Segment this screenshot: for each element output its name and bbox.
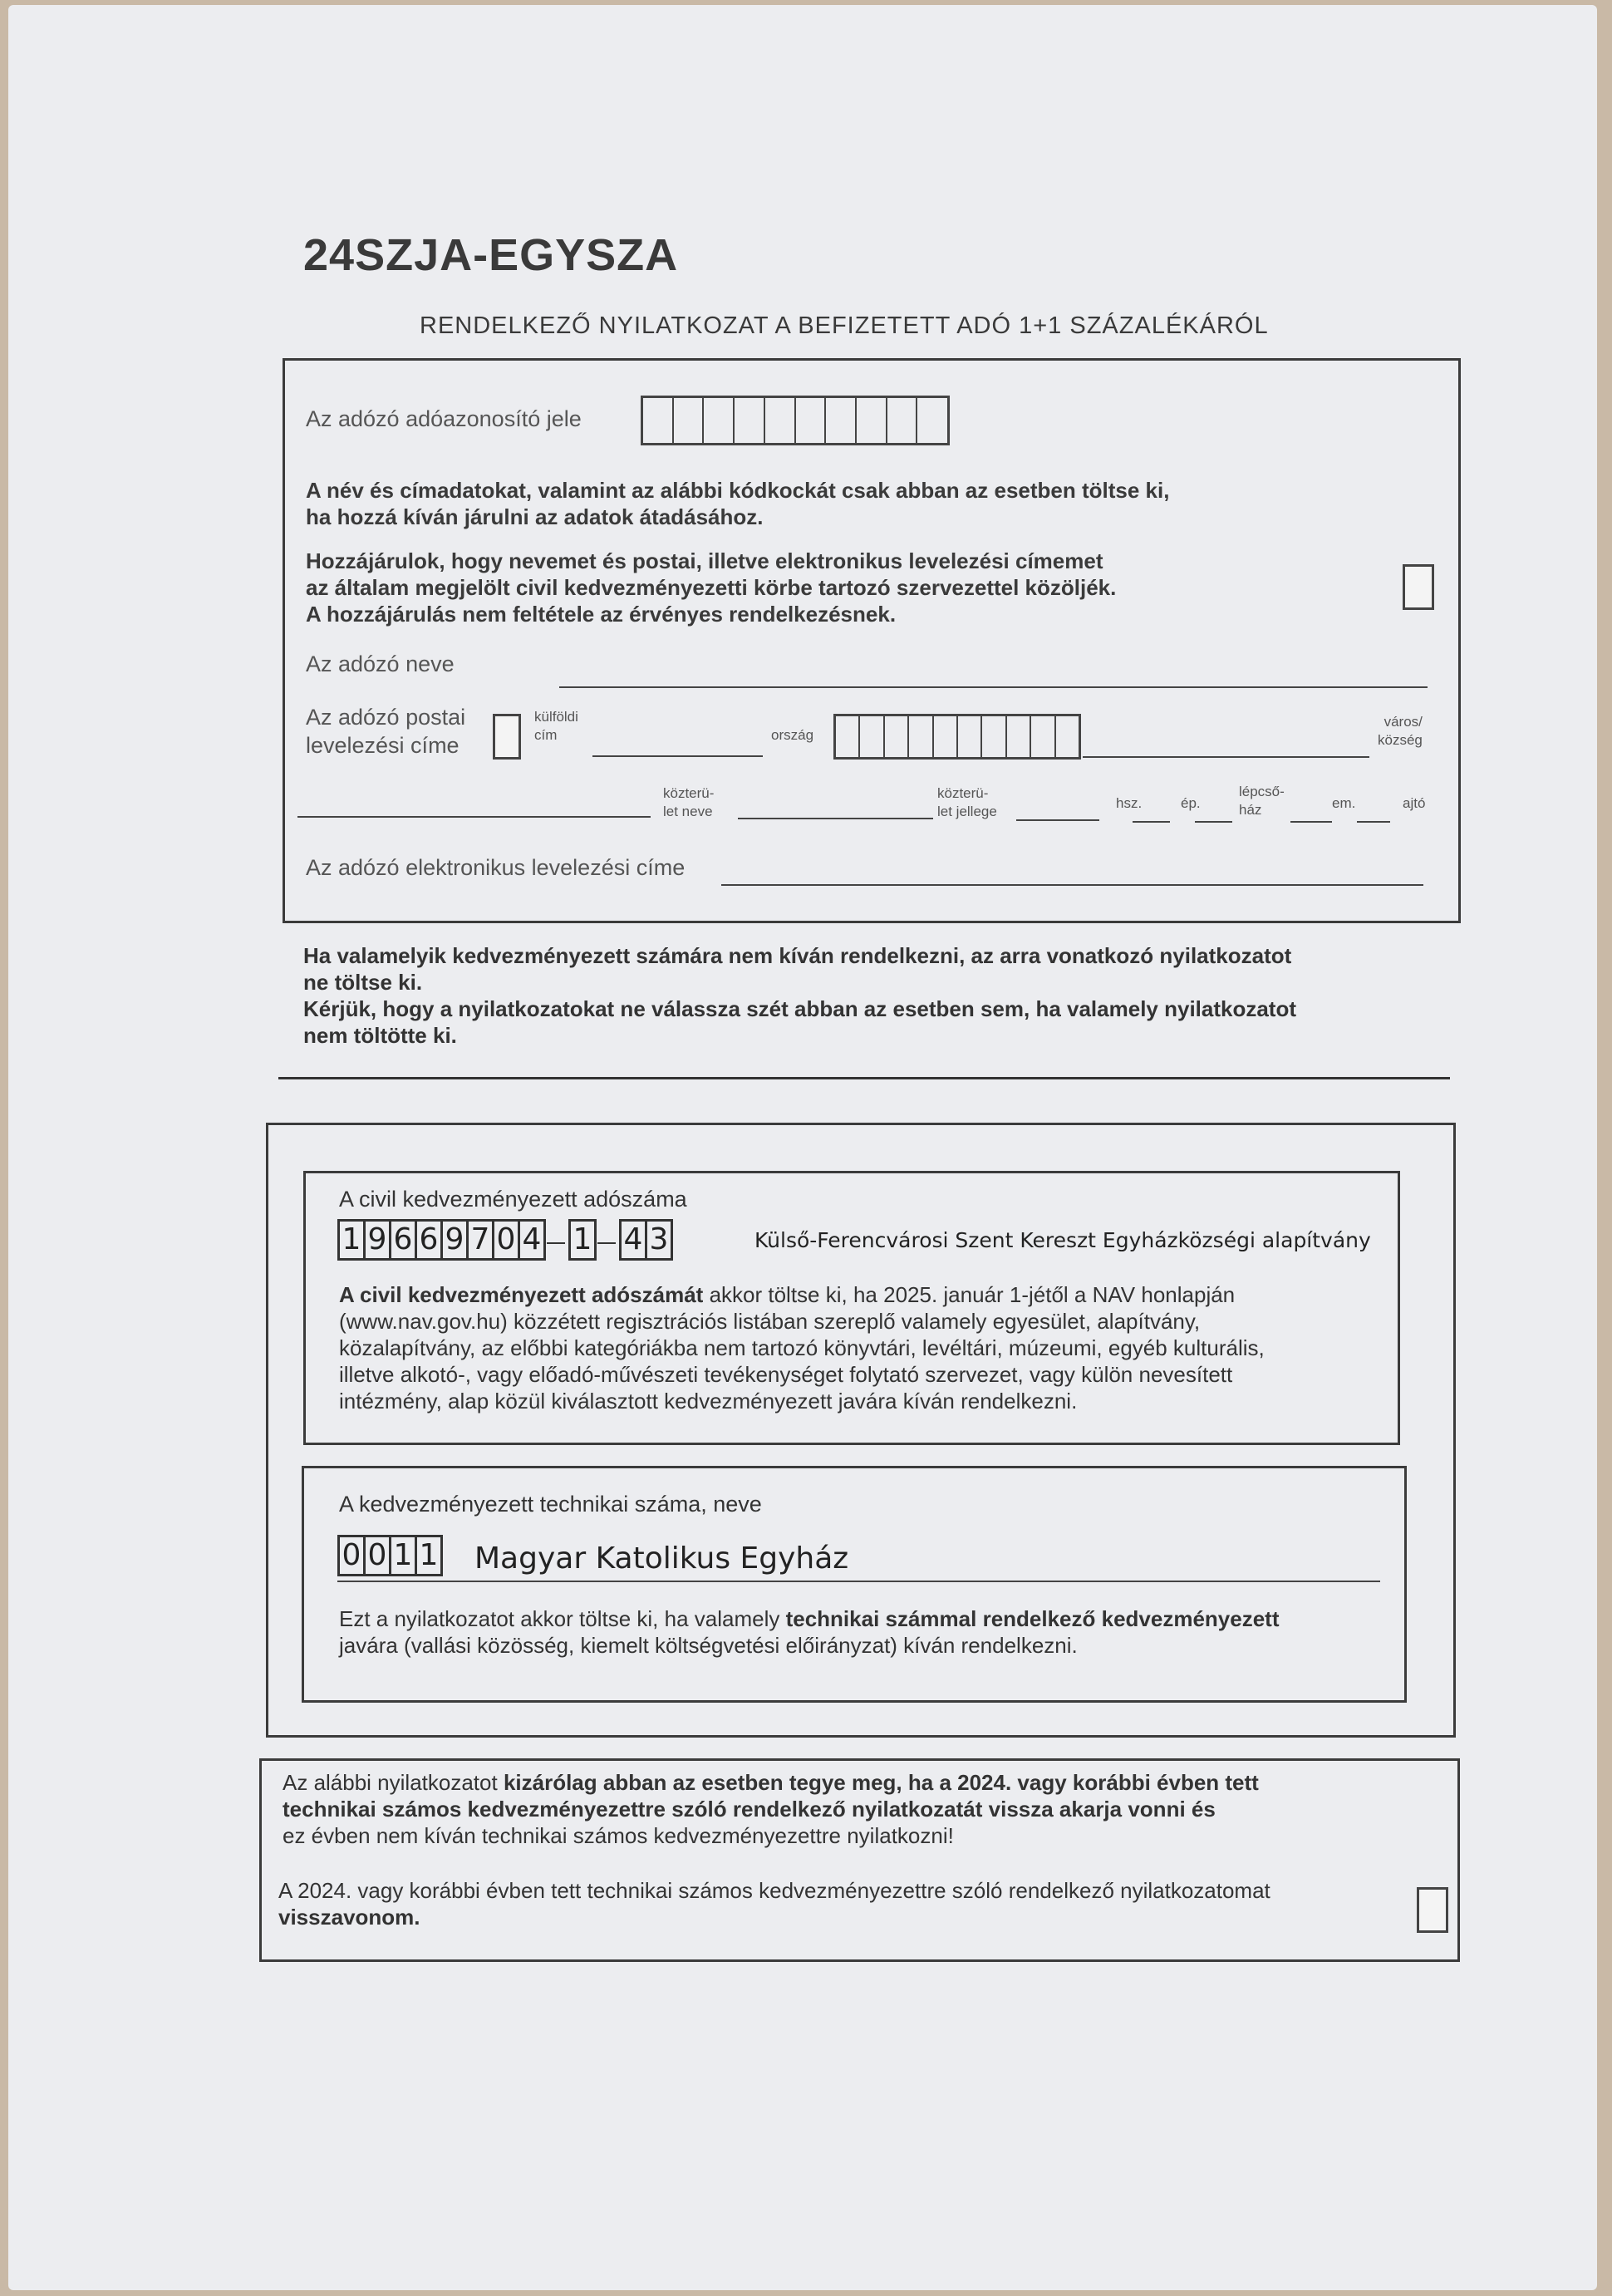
civil-beneficiary-box [303,1171,1400,1445]
digit: 9 [440,1219,469,1261]
form-code: 24SZJA-EGYSZA [303,230,679,280]
beneficiary-section [266,1123,1456,1738]
city-field[interactable] [1083,756,1369,758]
taxpayer-section [283,358,1461,923]
country-label: ország [771,727,814,743]
digit: 1 [415,1535,443,1576]
floor-label: em. [1332,795,1356,811]
digit: 6 [415,1219,443,1261]
withdrawal-instructions: Az alábbi nyilatkozatot kizárólag abban az esetben tegye meg, ha a 2024. vagy korábbi évben tett technikai számos kedvezményezettre szóló rendelkező nyilatkozatát vissza akarja vonni és ez évben nem kíván technikai számos kedvezményezettre nyilatkozni! [283,1770,1259,1848]
consent-text: Hozzájárulok, hogy nevemet és postai, illetve elektronikus levelezési címemet az általam megjelölt civil kedvezményezetti körbe tartozó szervezettel közöljék. A hozzájárulás nem feltétele az érvényes rendelkezésnek. [306,548,1117,627]
digit: 6 [389,1219,417,1261]
street-type-label: közterü- let jellege [937,785,997,819]
city-label: város/ község [1378,714,1423,748]
street-name-field[interactable] [738,818,933,819]
notice-text: Ha valamelyik kedvezményezett számára nem kíván rendelkezni, az arra vonatkozó nyilatkozatot ne töltse ki. Kérjük, hogy a nyilatkozatokat ne válassza szét abban az esetben sem, ha valamely nyilatkozatot nem töltötte ki. [303,943,1297,1048]
technical-instructions: Ezt a nyilatkozatot akkor töltse ki, ha valamely technikai számmal rendelkező kedvezményezett javára (vallási közösség, kiemelt költségvetési előirányzat) kíván rendelkezni. [339,1606,1280,1658]
withdrawal-statement: A 2024. vagy korábbi évben tett technikai számos kedvezményezettre szóló rendelkező nyilatkozatomat visszavonom. [278,1878,1270,1930]
consent-intro: A név és címadatokat, valamint az alábbi kódkockát csak abban az esetben töltse ki, ha hozzá kíván járulni az adatok átadásához. [306,478,1170,529]
digit: 7 [466,1219,494,1261]
dash [594,1219,619,1261]
technical-number-field[interactable] [337,1535,440,1576]
taxpayer-name-field[interactable] [559,686,1428,688]
building-label: ép. [1181,795,1201,811]
technical-beneficiary-name: Magyar Katolikus Egyház [474,1541,849,1576]
separator [278,1077,1450,1079]
paper-sheet [8,5,1597,2290]
technical-name-field[interactable] [337,1581,1380,1582]
taxpayer-name-label: Az adózó neve [306,651,455,676]
house-number-label: hsz. [1116,795,1143,811]
consent-checkbox[interactable] [1403,564,1434,610]
digit: 1 [568,1219,597,1261]
taxpayer-id-label: Az adózó adóazonosító jele [306,406,582,431]
address-label: Az adózó postai levelezési címe [306,705,466,758]
house-number-field[interactable] [1133,821,1170,823]
digit: 3 [645,1219,673,1261]
door-label: ajtó [1403,795,1426,811]
civil-org-name: Külső-Ferencvárosi Szent Kereszt Egyházközségi alapítvány [754,1228,1371,1252]
civil-instructions: A civil kedvezményezett adószámát akkor töltse ki, ha 2025. január 1-jétől a NAV honlapján (www.nav.gov.hu) közzétett regisztrációs listában szereplő valamely egyesület, alapítvány, közalapítvány, az előbbi kategóriákba nem tartozó könyvtári, levéltári, múzeumi, egyéb kulturális, illetve alkotó-, vagy előadó-művészeti tevékenységet folytató szervezet, vagy külön nevesített intézmény, alap közül kiválasztott kedvezményezett javára kíván rendelkezni. [339,1282,1265,1413]
digit: 1 [337,1219,366,1261]
email-field[interactable] [721,884,1423,886]
digit: 4 [619,1219,647,1261]
foreign-address-checkbox[interactable] [493,714,521,760]
civil-tax-number-label: A civil kedvezményezett adószáma [339,1187,687,1212]
withdrawal-checkbox[interactable] [1417,1887,1448,1933]
digit: 0 [363,1535,391,1576]
digit: 0 [492,1219,520,1261]
digit: 1 [389,1535,417,1576]
email-label: Az adózó elektronikus levelezési címe [306,855,686,880]
staircase-label: lépcső- ház [1239,784,1285,818]
withdrawal-section [259,1758,1460,1962]
address-line-field[interactable] [297,816,651,818]
technical-beneficiary-box [302,1466,1407,1703]
form-subtitle: RENDELKEZŐ NYILATKOZAT A BEFIZETETT ADÓ 1+1 SZÁZALÉKÁRÓL [420,312,1269,339]
dash [543,1219,568,1261]
staircase-field[interactable] [1290,821,1332,823]
postal-code-field[interactable] [833,714,1081,760]
building-field[interactable] [1195,821,1232,823]
digit: 9 [363,1219,391,1261]
digit: 0 [337,1535,366,1576]
foreign-address-label: külföldi cím [534,709,578,743]
taxpayer-id-field[interactable] [641,396,950,445]
floor-field[interactable] [1357,821,1390,823]
foreign-country-field[interactable] [592,755,763,757]
technical-number-label: A kedvezményezett technikai száma, neve [339,1492,762,1517]
digit: 4 [518,1219,546,1261]
street-name-label: közterü- let neve [663,785,715,819]
civil-tax-number-field[interactable] [337,1219,671,1261]
street-type-field[interactable] [1016,819,1099,821]
